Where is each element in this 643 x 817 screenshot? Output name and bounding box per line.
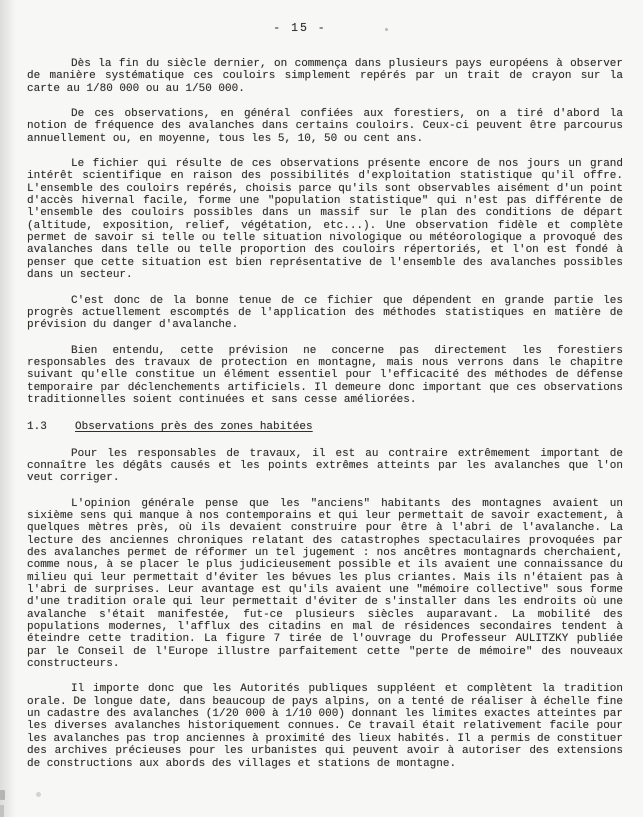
page-number: - 15 -	[273, 22, 327, 35]
paragraph: L'opinion générale pense que les "anciens" habitants des montagnes avaient un sixième sens qui manque à nos contemporains et qui leur permettait de savoir exactement, à quelques mètres près, où ils devaient construire pour être à l'abri de l'avalanche. La lecture des anciennes chroniques relatant des catastrophes spectaculaires provoquées par des avalanches permet de réformer un tel jugement : nos ancêtres montagnards cherchaient, comme nous, à se placer le plus judicieusement possible et ils avaient une connaissance du milieu qui leur permettait d'éviter les bévues les plus criantes. Mais ils n'étaient pas à l'abri de surprises. Leur avantage est qu'ils avaient une "mémoire collective" sous forme d'une tradition orale qui leur permettait d'éviter de s'installer dans les endroits où une avalanche s'était manifestée, fut-ce plusieurs siècles auparavant. La mobilité des populations modernes, l'afflux des citadins en mal de résidences secondaires tendent à éteindre cette tradition. La figure 7 tirée de l'ouvrage du Professeur AULITZKY publiée par le Conseil de l'Europe illustre parfaitement cette "perte de mémoire" des nouveaux constructeurs.	[27, 497, 623, 671]
paragraph: De ces observations, en général confiées aux forestiers, on a tiré d'abord la notion de fréquence des avalanches dans certains couloirs. Ceux-ci peuvent être parcourus annuellement ou, en moyenne, tous les 5, 10, 50 ou cent ans.	[27, 108, 623, 145]
document-body	[27, 58, 623, 783]
paragraph: Dès la fin du siècle dernier, on commença dans plusieurs pays européens à observer de manière systématique ces couloirs simplement repérés par un trait de crayon sur la carte au 1/80 000 ou au 1/50 000.	[27, 58, 623, 95]
paragraph: Bien entendu, cette prévision ne concerne pas directement les forestiers responsables des travaux de protection en montagne, mais nous verrons dans le chapitre suivant qu'elle constitue un élément essentiel pour l'efficacité des méthodes de défense temporaire par déclenchements artificiels. Il demeure donc important que ces observations traditionnelles soient continuées et sans cesse améliorées.	[27, 344, 623, 406]
scan-edge-shadow	[0, 0, 16, 817]
paragraph: Il importe donc que les Autorités publiques suppléent et complètent la tradition orale. De longue date, dans beaucoup de pays alpins, on a tenté de réaliser à échelle fine un cadastre des avalanches (1/20 000 à 1/10 000) donnant les limites exactes atteintes par les diverses avalanches historiquement connues. Ce travail était relativement facile pour les avalanches pas trop anciennes à proximité des lieux habités. Il a permis de constituer des archives précieuses pour les urbanistes qui peuvent avoir à autoriser des extensions de constructions aux abords des villages et stations de montagne.	[27, 683, 623, 770]
section-number: 1.3	[27, 421, 47, 434]
scan-artifact-mark	[0, 805, 4, 817]
section-title: Observations près des zones habitées	[75, 421, 313, 434]
paragraph: C'est donc de la bonne tenue de ce fichier que dépendent en grande partie les progrès actuellement escomptés de l'application des méthodes statistiques en matière de prévision du danger d'avalanche.	[27, 294, 623, 332]
scan-artifact-mark	[0, 790, 5, 800]
section-heading	[27, 421, 623, 433]
paragraph: Pour les responsables de travaux, il est au contraire extrêmement important de connaître les dégâts causés et les points extrêmes atteints par les avalanches que l'on veut corriger.	[27, 447, 623, 485]
scan-speck	[36, 792, 41, 797]
paragraph: Le fichier qui résulte de ces observations présente encore de nos jours un grand intérêt scientifique en raison des possibilités d'exploitation statistique qu'il offre. L'ensemble des couloirs repérés, choisis parce qu'ils sont observables aisément d'un point d'accès hivernal facile, forme une "population statistique" qui n'est pas différente de l'ensemble des couloirs possibles dans un massif sur le plan des conditions de départ (altitude, exposition, relief, végétation, etc...). Une observation fidèle et complète permet de savoir si telle ou telle situation nivologique ou météorologique a provoqué des avalanches dans telle ou telle proportion des couloirs répertoriés, et l'on est fondé à penser que cette situation est bien représentative de l'ensemble des avalanches possibles dans un secteur.	[27, 158, 623, 282]
